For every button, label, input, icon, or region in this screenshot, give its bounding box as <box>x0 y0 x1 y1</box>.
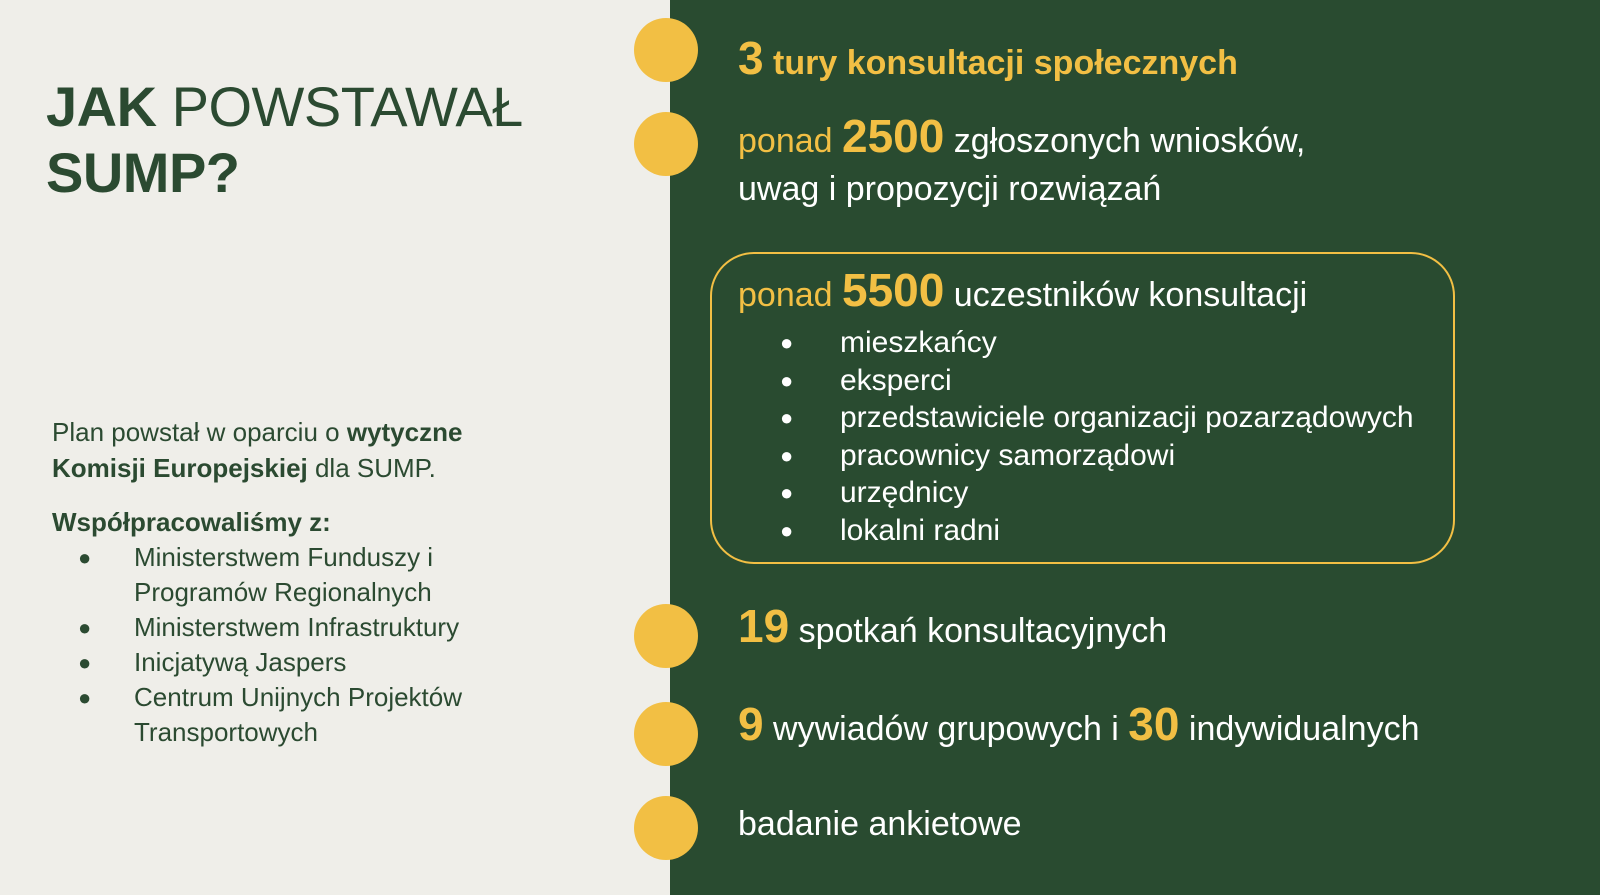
stat-survey <box>738 800 1022 848</box>
stat-number: 5500 <box>842 264 945 316</box>
timeline-dot <box>634 604 698 668</box>
bullet-icon: ● <box>78 545 92 570</box>
list-item <box>772 324 1414 362</box>
list-item-label: lokalni radni <box>840 513 1001 547</box>
stat-text: spotkań konsultacyjnych <box>789 612 1168 650</box>
list-item-label: urzędnicy <box>840 476 969 509</box>
stat-prefix: ponad <box>738 276 842 314</box>
stat-number: 9 <box>738 698 764 750</box>
collaboration-list <box>52 540 572 750</box>
stat-text-2: indywidualnych <box>1179 710 1420 748</box>
bullet-icon: ● <box>780 517 794 543</box>
stat-participants <box>738 266 1307 319</box>
list-item <box>52 540 572 610</box>
stat-number: 19 <box>738 600 790 652</box>
list-item-label: Ministerstwem Infrastruktury <box>134 612 460 642</box>
bullet-icon: ● <box>780 405 794 430</box>
list-item <box>772 474 1414 512</box>
bullet-icon: ● <box>780 442 794 468</box>
bullet-icon: ● <box>78 685 92 710</box>
stat-number-2: 30 <box>1128 698 1180 750</box>
bullet-icon: ● <box>780 480 794 505</box>
list-item-label: Centrum Unijnych Projektów Transportowych <box>134 682 463 747</box>
list-item-label: eksperci <box>840 363 952 397</box>
timeline-dot <box>634 702 698 766</box>
stat-text: tury konsultacji społecznych <box>763 44 1238 82</box>
stat-text: zgłoszonych wniosków, <box>944 122 1306 160</box>
list-item <box>772 362 1414 400</box>
stat-text-line2: uwag i propozycji rozwiązań <box>738 170 1162 208</box>
stat-meetings <box>738 602 1167 655</box>
bullet-icon: ● <box>780 330 794 355</box>
title-rest: POWSTAWAŁ <box>171 75 523 138</box>
intro-bold: wytyczne Komisji Europejskiej <box>52 417 463 483</box>
collaboration-heading: Współpracowaliśmy z: <box>52 507 331 537</box>
bullet-icon: ● <box>78 615 92 640</box>
list-item-label: mieszkańcy <box>840 326 997 359</box>
stat-submissions <box>738 112 1305 213</box>
page-title <box>46 74 523 206</box>
bullet-icon: ● <box>78 650 92 675</box>
stat-interviews <box>738 700 1420 753</box>
intro-text <box>52 414 522 486</box>
stat-text: badanie ankietowe <box>738 805 1022 843</box>
stat-prefix: ponad <box>738 122 842 160</box>
list-item-label: Inicjatywą Jaspers <box>134 647 347 677</box>
list-item <box>772 512 1414 550</box>
stat-text: uczestników konsultacji <box>944 276 1308 314</box>
timeline-dot <box>634 112 698 176</box>
stat-text: wywiadów grupowych i <box>763 710 1129 748</box>
list-item <box>52 680 572 750</box>
bullet-icon: ● <box>780 367 794 393</box>
stat-number: 2500 <box>842 110 945 162</box>
participants-list <box>772 324 1414 549</box>
list-item <box>52 610 572 645</box>
list-item <box>772 437 1414 475</box>
stat-number: 3 <box>738 32 764 84</box>
intro-suffix: dla SUMP. <box>307 453 436 483</box>
title-bold: JAK <box>46 75 157 138</box>
timeline-dot <box>634 18 698 82</box>
list-item-label: przedstawiciele organizacji pozarządowych <box>840 401 1414 434</box>
stat-consultation-rounds <box>738 34 1238 87</box>
list-item-label: pracownicy samorządowi <box>840 438 1176 472</box>
list-item-label: Ministerstwem Funduszy i Programów Regionalnych <box>134 542 434 607</box>
list-item <box>772 399 1414 437</box>
list-item <box>52 645 572 680</box>
title-line2: SUMP? <box>46 141 240 204</box>
timeline-dot <box>634 796 698 860</box>
intro-prefix: Plan powstał w oparciu o <box>52 417 347 447</box>
